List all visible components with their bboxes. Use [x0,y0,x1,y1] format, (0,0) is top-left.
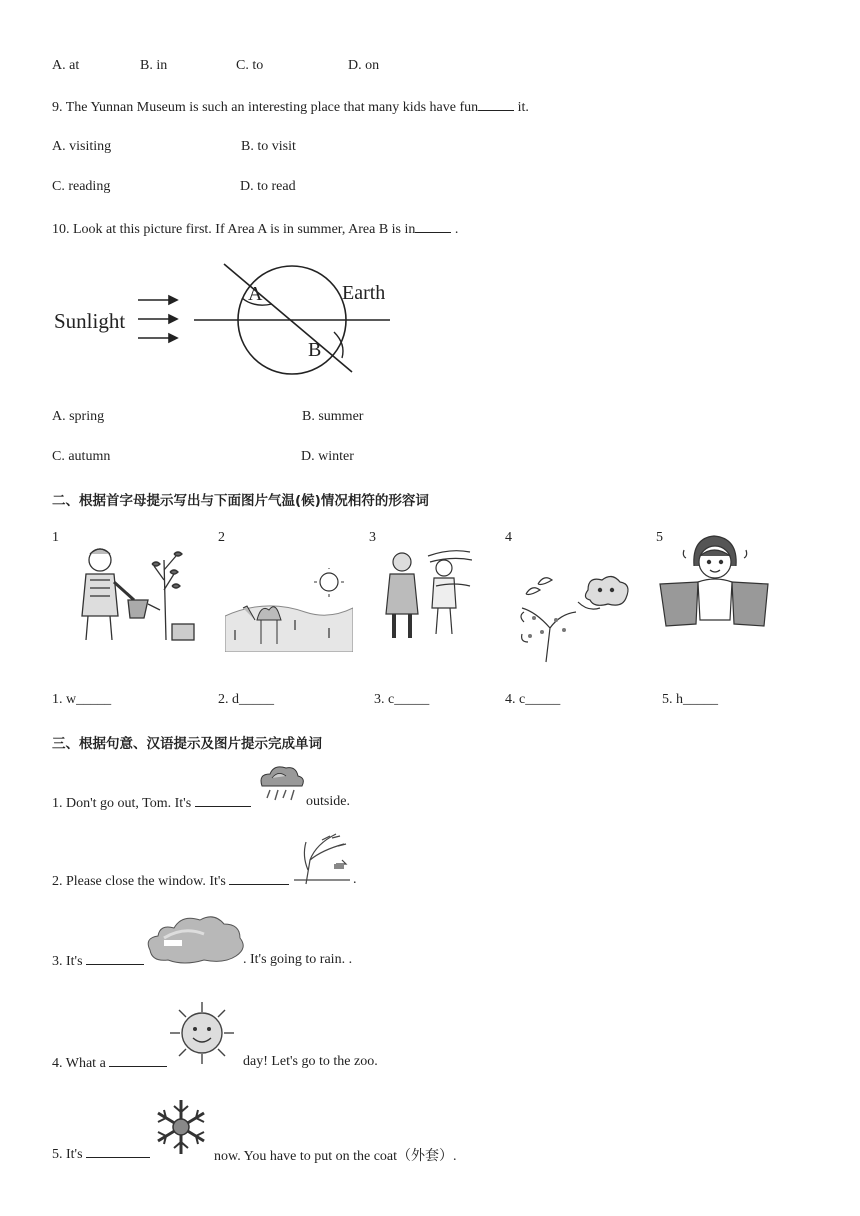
section2-title: 二、根据首字母提示写出与下面图片气温(候)情况相符的形容词 [52,493,429,509]
section3-item-5-post: now. You have to put on the coat（外套）. [214,1149,457,1164]
q10-option-c: C. autumn [52,449,111,464]
section3-item-2-pre [52,872,289,890]
q9-stem-post: it. [514,100,529,115]
pic-number-1: 1 [52,530,59,545]
section3-item-3-post: . It's going to rain. . [243,952,353,967]
q10-option-b: B. summer [302,409,364,424]
q10-option-a: A. spring [52,409,105,424]
section2-answer-2: 2. d_____ [218,692,274,707]
q9-option-b: B. to visit [241,139,296,154]
axis-line [224,264,352,372]
section3-title: 三、根据句意、汉语提示及图片提示完成单词 [52,736,322,752]
q8-option-b: B. in [140,58,168,73]
q9-stem [52,98,529,116]
q9-blank [478,98,514,111]
windy-tree-cloud-picture [516,572,632,664]
section3-item-1-pre-text: 1. Don't go out, Tom. It's [52,796,195,811]
snowflake-icon [152,1096,210,1158]
q8-option-c: C. to [236,58,264,73]
earth-sunlight-diagram [50,258,410,382]
desert-camel-picture [225,568,353,652]
q9-option-d: D. to read [240,179,296,194]
q10-option-d: D. winter [301,449,354,464]
section3-item-4-blank [109,1054,167,1067]
sunlight-arrows [138,296,177,342]
q9-option-a: A. visiting [52,139,112,154]
section3-item-2-blank [229,872,289,885]
section3-item-3-blank [86,952,144,965]
q8-option-a: A. at [52,58,80,73]
section3-item-5-pre [52,1145,150,1163]
q10-blank [415,220,451,233]
section3-item-3-pre [52,952,144,970]
earth-label: Earth [342,282,386,304]
section2-answer-5: 5. h_____ [662,692,718,707]
pic-number-3: 3 [369,530,376,545]
section2-answer-4: 4. c_____ [505,692,561,707]
q10-stem-post: . [451,222,459,237]
cold-kids-picture [380,546,472,644]
section3-item-1-pre [52,794,251,812]
pic-number-5: 5 [656,530,663,545]
area-b-arc [334,332,343,358]
q8-option-d: D. on [348,58,380,73]
section3-item-5-pre-text: 5. It's [52,1147,87,1162]
hot-girl-picture [656,530,772,630]
section3-item-1-blank [195,794,251,807]
pic-number-4: 4 [505,530,512,545]
section3-item-4-pre-text: 4. What a [52,1056,110,1071]
q9-stem-pre: 9. The Yunnan Museum is such an interesting place that many kids have fun [52,100,479,115]
area-b-label: B [308,339,322,361]
area-a-label: A [248,283,263,305]
pic-number-2: 2 [218,530,225,545]
sunlight-label: Sunlight [54,309,126,333]
section3-item-4-pre [52,1054,167,1072]
windy-tree-icon [292,830,354,886]
q9-option-c: C. reading [52,179,111,194]
section2-answer-3: 3. c_____ [374,692,430,707]
sun-icon [168,1000,236,1066]
boy-watering-tree-picture [72,540,200,644]
section3-item-3-pre-text: 3. It's [52,954,87,969]
section3-item-2-pre-text: 2. Please close the window. It's [52,874,230,889]
section2-answer-1: 1. w_____ [52,692,112,707]
section3-item-4-post: day! Let's go to the zoo. [243,1054,378,1069]
rain-cloud-icon [256,764,306,806]
section3-item-1-post: outside. [306,794,350,809]
q10-stem-pre: 10. Look at this picture first. If Area A is in summer, Area B is in [52,222,416,237]
section3-item-5-blank [86,1145,150,1158]
section3-item-2-post: . [353,872,357,887]
cloud-icon [144,912,248,966]
q10-stem [52,220,458,238]
